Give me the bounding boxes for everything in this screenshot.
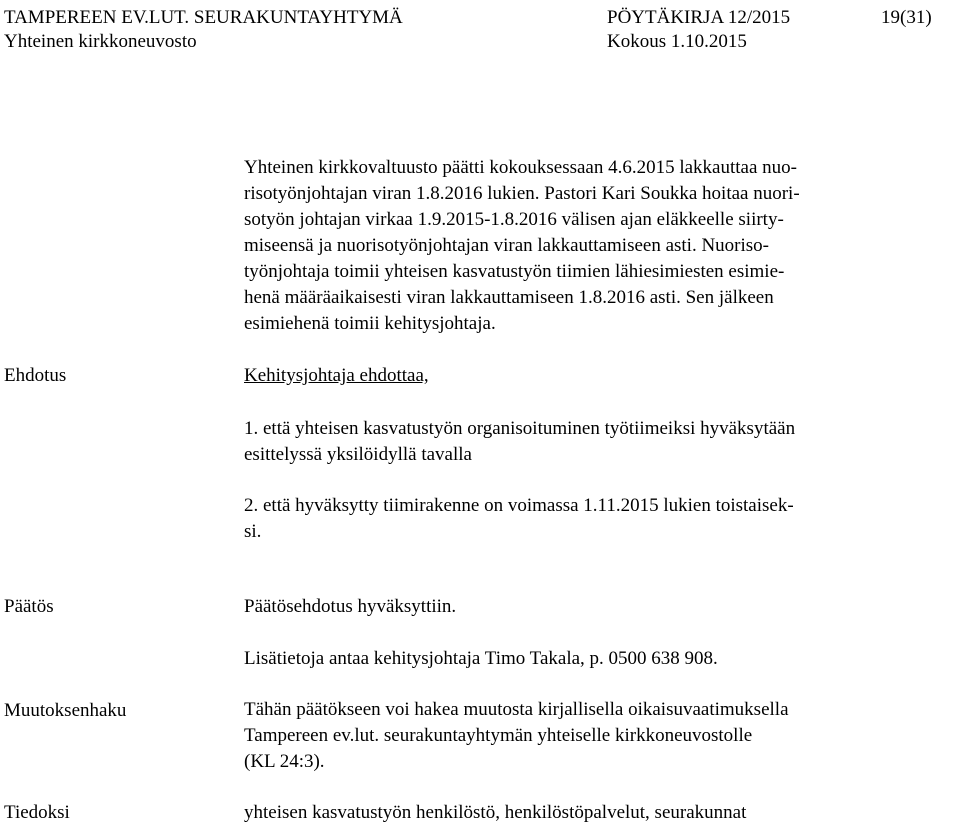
- proposal-label: Ehdotus: [4, 365, 67, 386]
- paragraph-line: esimiehenä toimii kehitysjohtaja.: [244, 313, 496, 334]
- paragraph-line: työnjohtaja toimii yhteisen kasvatustyön tiimien lähiesimiesten esimie-: [244, 261, 785, 282]
- proposal-item-2: [244, 493, 794, 545]
- paragraph-line: miseensä ja nuorisotyönjohtajan viran lakkauttamiseen asti. Nuoriso-: [244, 235, 770, 256]
- notice-label: Tiedoksi: [4, 802, 70, 823]
- paragraph-line: Tampereen ev.lut. seurakuntayhtymän yhteiselle kirkkoneuvostolle: [244, 725, 753, 746]
- header-page-number: 19(31): [881, 7, 932, 28]
- paragraph-line: Tähän päätökseen voi hakea muutosta kirjallisella oikaisuvaatimuksella: [244, 699, 789, 720]
- paragraph-line: 1. että yhteisen kasvatustyön organisoituminen työtiimeiksi hyväksytään: [244, 418, 796, 439]
- proposal-item-1: [244, 416, 795, 468]
- appeal-paragraph: [244, 697, 789, 775]
- paragraph-line: (KL 24:3).: [244, 751, 325, 772]
- paragraph-line: 2. että hyväksytty tiimirakenne on voimassa 1.11.2015 lukien toistaisek-: [244, 495, 794, 516]
- paragraph-line: Yhteinen kirkkovaltuusto päätti kokouksessaan 4.6.2015 lakkauttaa nuo-: [244, 157, 797, 178]
- header-meeting: Kokous 1.10.2015: [607, 31, 747, 52]
- header-body-name: Yhteinen kirkkoneuvosto: [4, 31, 197, 52]
- header-org: TAMPEREEN EV.LUT. SEURAKUNTAYHTYMÄ: [4, 7, 403, 28]
- paragraph-line: si.: [244, 521, 262, 542]
- notice-text: yhteisen kasvatustyön henkilöstö, henkilöstöpalvelut, seurakunnat: [244, 802, 747, 823]
- appeal-label: Muutoksenhaku: [4, 700, 127, 721]
- paragraph-line: risotyönjohtajan viran 1.8.2016 lukien. Pastori Kari Soukka hoitaa nuori-: [244, 183, 800, 204]
- paragraph-line: esittelyssä yksilöidyllä tavalla: [244, 444, 472, 465]
- paragraph-line: henä määräaikaisesti viran lakkauttamiseen 1.8.2016 asti. Sen jälkeen: [244, 287, 774, 308]
- background-paragraph: [244, 155, 800, 337]
- proposal-intro: Kehitysjohtaja ehdottaa,: [244, 365, 429, 386]
- decision-label: Päätös: [4, 596, 54, 617]
- paragraph-line: sotyön johtajan virkaa 1.9.2015-1.8.2016 välisen ajan eläkkeelle siirty-: [244, 209, 784, 230]
- contact-info: Lisätietoja antaa kehitysjohtaja Timo Takala, p. 0500 638 908.: [244, 648, 718, 669]
- decision-text: Päätösehdotus hyväksyttiin.: [244, 596, 457, 617]
- header-doc-type: PÖYTÄKIRJA 12/2015: [607, 7, 791, 28]
